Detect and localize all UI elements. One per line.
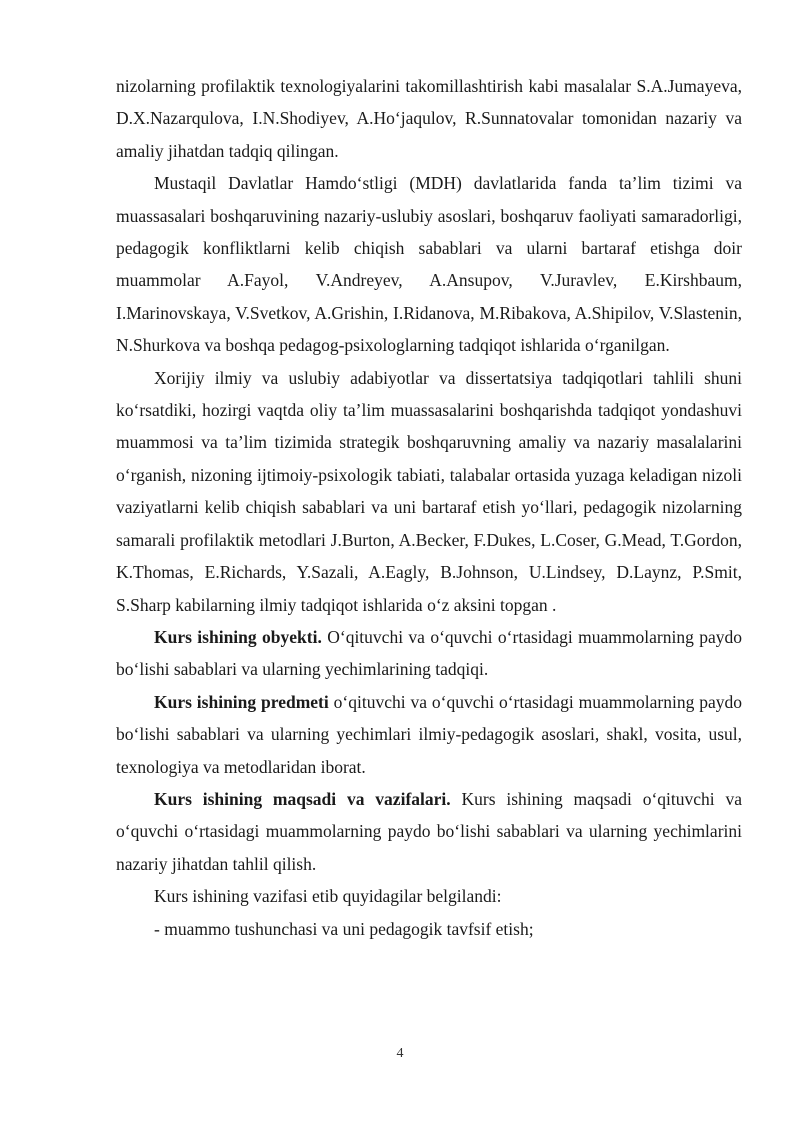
task-item: - muammo tushunchasi va uni pedagogik tavfsif etish;: [154, 918, 534, 939]
section-goals: [116, 783, 742, 880]
paragraph-foreign-research: Xorijiy ilmiy va uslubiy adabiyotlar va dissertatsiya tadqiqotlari tahlili shuni ko‘rsatdiki, hozirgi vaqtda oliy ta’lim muassasalarini boshqarishda tadqiqot yondashuvi muammosi va ta’lim tizimida strategik boshqaruvning amaliy va nazariy masalalarini o‘rganish, nizoning ijtimoiy-psixologik tabiati, talabalar ortasida yuzaga keladigan nizoli vaziyatlarni kelib chiqish sabablari va uni bartaraf etish yo‘llari, pedagogik nizolarning samarali profilaktik metodlari J.Burton, A.Becker, F.Dukes, L.Coser, G.Mead, T.Gordon, K.Thomas, E.Richards, Y.Sazali, A.Eagly, B.Johnson, U.Lindsey, D.Laynz, P.Smit, S.Sharp kabilarning ilmiy tadqiqot ishlarida o‘z aksini topgan .: [116, 367, 742, 615]
section-object-text: O‘qituvchi va o‘quvchi o‘rtasidagi muammolarning paydo bo‘lishi sabablari va ularning yechimlarining tadqiqi.: [116, 626, 742, 680]
section-subject: [116, 686, 742, 783]
section-goals-text: Kurs ishining maqsadi o‘qituvchi va o‘quvchi o‘rtasidagi muammolarning paydo bo‘lishi sabablari va ularning yechimlarini nazariy jihatdan tahlil qilish.: [116, 788, 742, 874]
section-object-heading: Kurs ishining obyekti.: [154, 626, 322, 647]
section-subject-text: o‘qituvchi va o‘quvchi o‘rtasidagi muammolarning paydo bo‘lishi sabablari va ularning yechimlari ilmiy-pedagogik asoslari, shakl, vosita, usul, texnologiya va metodlaridan iborat.: [116, 691, 742, 777]
body-text: [116, 70, 742, 945]
section-goals-heading: Kurs ishining maqsadi va vazifalari.: [154, 788, 451, 809]
paragraph-continuation: nizolarning profilaktik texnologiyalarini takomillashtirish kabi masalalar S.A.Jumayeva, D.X.Nazarqulova, I.N.Shodiyev, A.Ho‘jaqulov, R.Sunnatovalar tomonidan nazariy va amaliy jihatdan tadqiq qilingan.: [116, 76, 742, 161]
paragraph-mdh-research: Mustaqil Davlatlar Hamdo‘stligi (MDH) davlatlarida fanda ta’lim tizimi va muassasalari boshqaruvining nazariy-uslubiy asoslari, boshqaruv faoliyati samaradorligi, pedagogik konfliktlarni kelib chiqish sabablari va ularni bartaraf etishga doir muammolar A.Fayol, V.Andreyev, A.Ansupov, V.Juravlev, E.Kirshbaum, I.Marinovskaya, V.Svetkov, A.Grishin, I.Ridanova, M.Ribakova, A.Shipilov, V.Slastenin, N.Shurkova va boshqa pedagog-psixologlarning tadqiqot ishlarida o‘rganilgan.: [116, 173, 742, 356]
section-object: [116, 621, 742, 686]
page-number: 4: [396, 1046, 404, 1061]
section-subject-heading: Kurs ishining predmeti: [154, 691, 329, 712]
tasks-intro: Kurs ishining vazifasi etib quyidagilar belgilandi:: [154, 886, 502, 907]
